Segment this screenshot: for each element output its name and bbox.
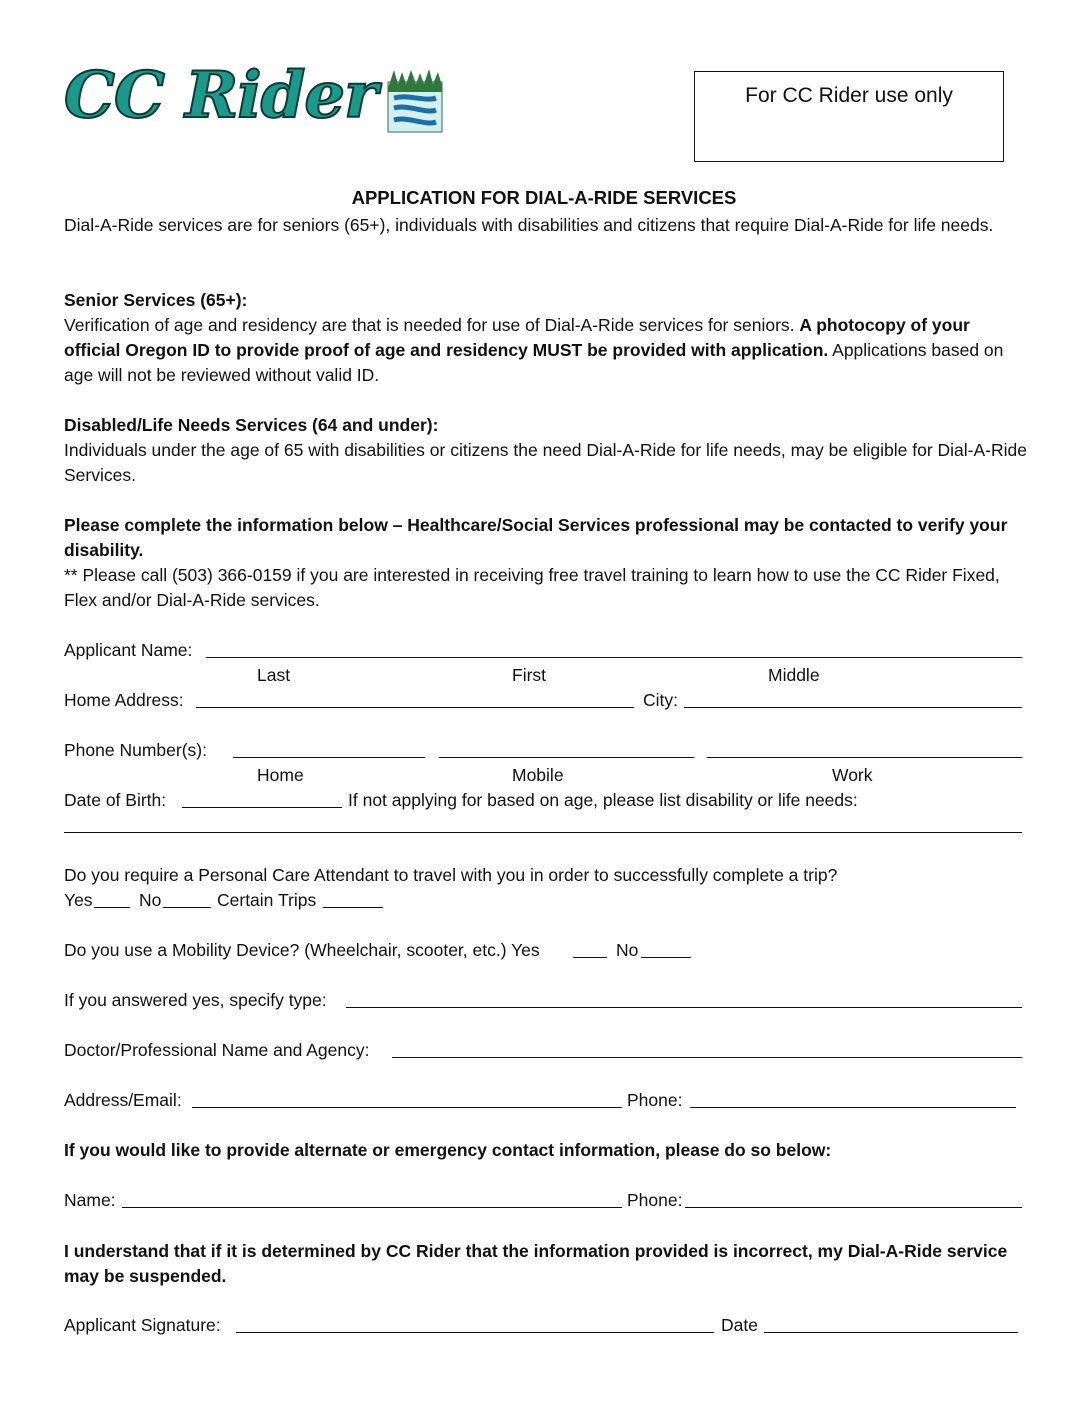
mobility-yes-field[interactable] [573,957,607,958]
home-phone-field[interactable] [233,757,425,758]
home-address-field[interactable] [196,707,634,708]
city-field[interactable] [684,707,1022,708]
contact-phone-field[interactable] [685,1207,1022,1208]
applicant-name-field[interactable] [206,657,1022,658]
contact-name-field[interactable] [122,1207,622,1208]
senior-text [64,313,1029,388]
disabled-text: Individuals under the age of 65 with disabilities or citizens the need Dial-A-Ride for life needs, may be eligible for Dial-A-Ride Services. [64,440,1027,485]
office-use-label: For CC Rider use only [745,84,953,107]
pca-no-label: No [139,890,162,910]
doctor-phone-label: Phone: [627,1090,683,1110]
mobility-no-label: No [616,940,639,960]
middle-label: Middle [768,665,820,685]
last-label: Last [257,665,291,685]
work-label: Work [832,765,873,785]
understand-statement: I understand that if it is determined by CC Rider that the information provided is incorrect, my Dial-A-Ride service may be suspended. [64,1241,1008,1286]
date-field[interactable] [764,1332,1018,1333]
senior-text-a: Verification of age and residency are that is needed for use of Dial-A-Ride services for seniors. [64,315,800,335]
page-title: APPLICATION FOR DIAL-A-RIDE SERVICES [351,187,737,208]
first-label: First [512,665,547,685]
doctor-phone-field[interactable] [690,1107,1016,1108]
address-email-field[interactable] [192,1107,622,1108]
senior-heading: Senior Services (65+): [64,290,248,310]
intro-text: Dial-A-Ride services are for seniors (65+), individuals with disabilities and citizens that require Dial-A-Ride for life needs. [64,215,994,235]
mobility-question: Do you use a Mobility Device? (Wheelchair, scooter, etc.) Yes [64,940,540,960]
pca-question: Do you require a Personal Care Attendant to travel with you in order to successfully complete a trip? [64,865,838,885]
doctor-field[interactable] [392,1057,1022,1058]
signature-field[interactable] [236,1332,714,1333]
pca-no-field[interactable] [163,907,211,908]
disabled-heading: Disabled/Life Needs Services (64 and under): [64,415,439,435]
doctor-label: Doctor/Professional Name and Agency: [64,1040,370,1060]
specify-type-field[interactable] [346,1007,1022,1008]
mobile-phone-field[interactable] [439,757,694,758]
home-label: Home [257,765,304,785]
contact-phone-label: Phone: [627,1190,683,1210]
mobile-label: Mobile [512,765,564,785]
disability-prompt: If not applying for based on age, please list disability or life needs: [348,790,858,810]
mobility-no-field[interactable] [641,957,691,958]
address-email-label: Address/Email: [64,1090,182,1110]
dob-label: Date of Birth: [64,790,167,810]
city-label: City: [643,690,678,710]
senior-text-bold: A photocopy of your official Oregon ID to provide proof of age and residency MUST be provided with application. [64,315,970,360]
alternate-heading: If you would like to provide alternate or emergency contact information, please do so below: [64,1140,832,1160]
signature-label: Applicant Signature: [64,1315,221,1335]
pca-yes-label: Yes [64,890,93,910]
certain-trips-label: Certain Trips [217,890,317,910]
date-label: Date [721,1315,758,1335]
phone-numbers-label: Phone Number(s): [64,740,207,760]
pca-yes-field[interactable] [94,907,130,908]
dob-field[interactable] [182,807,342,808]
senior-text-b: Applications based on age will not be reviewed without valid ID. [64,340,1004,385]
disability-field[interactable] [64,832,1022,833]
work-phone-field[interactable] [707,757,1022,758]
office-use-box [694,71,1004,162]
specify-type-label: If you answered yes, specify type: [64,990,327,1010]
home-address-label: Home Address: [64,690,184,710]
applicant-name-label: Applicant Name: [64,640,193,660]
river-logo-icon [386,68,444,134]
contact-name-label: Name: [64,1190,116,1210]
training-notice: ** Please call (503) 366-0159 if you are interested in receiving free travel training to learn how to use the CC Rider Fixed, Flex and/or Dial-A-Ride services. [64,565,1000,610]
certain-trips-field[interactable] [323,907,383,908]
complete-notice: Please complete the information below – Healthcare/Social Services professional may be contacted to verify your disability. [64,515,1008,560]
logo-text: CC Rider [64,58,377,133]
